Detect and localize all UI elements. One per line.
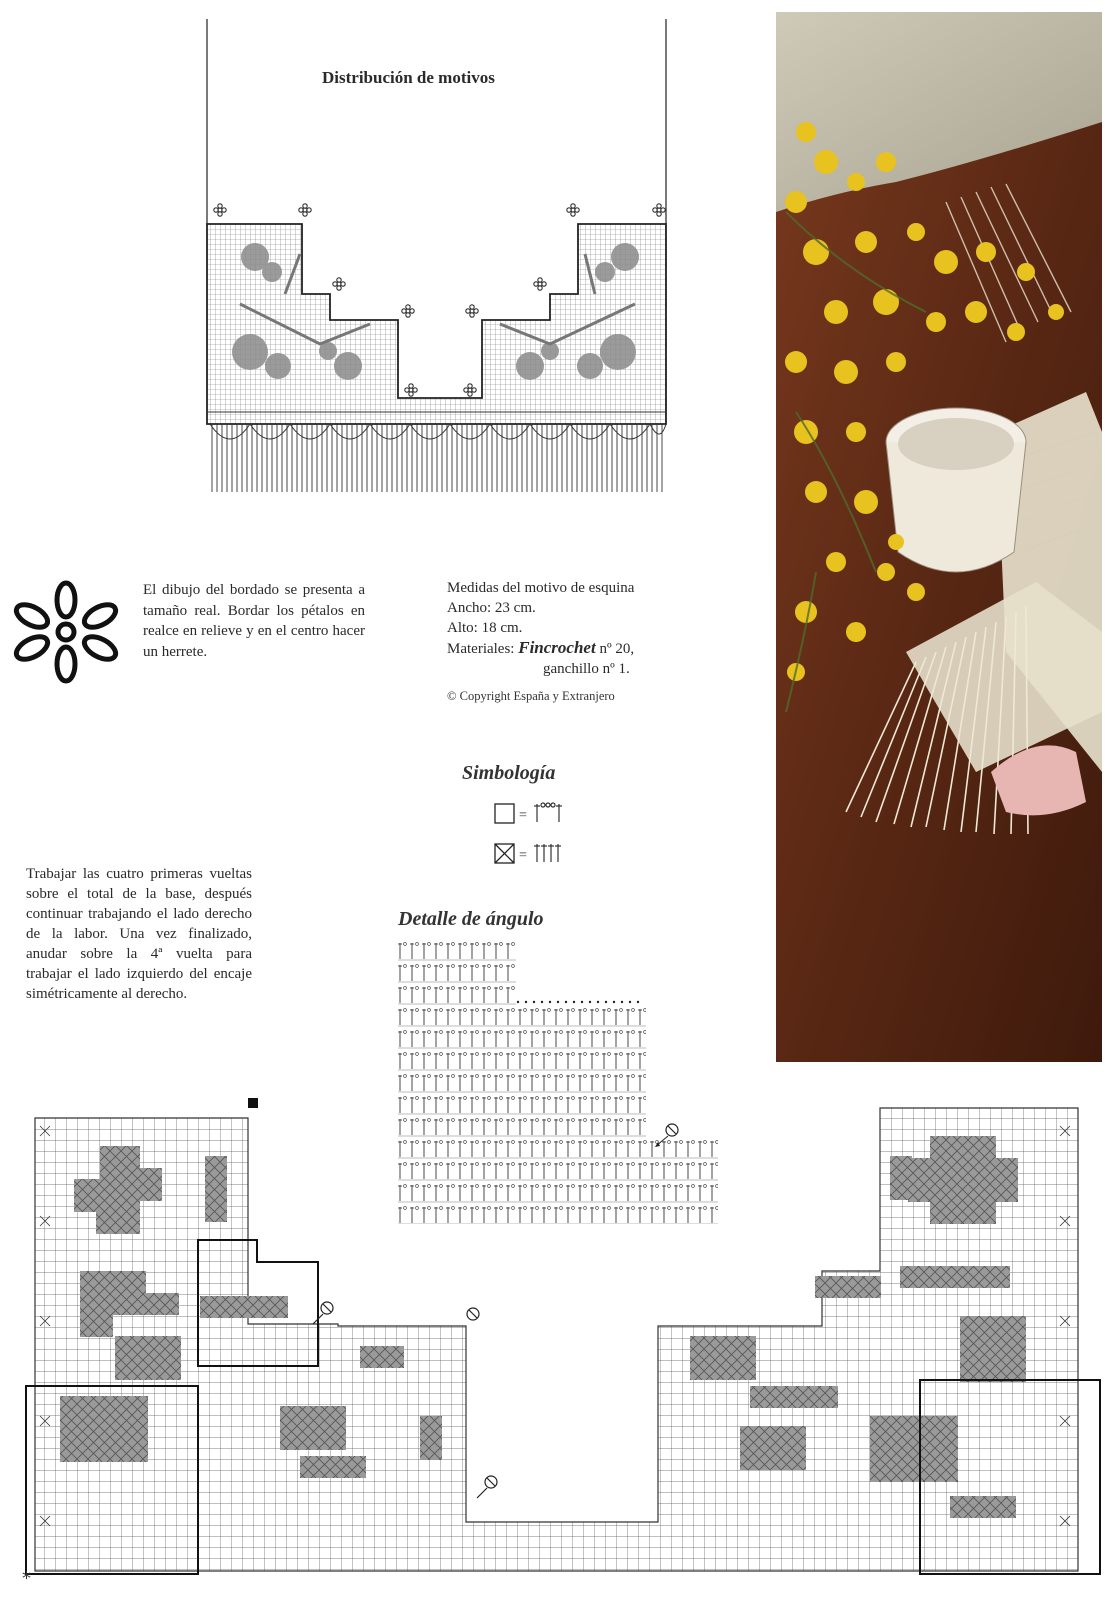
legend-row-empty	[494, 800, 574, 826]
materials-brand: Fincrochet	[518, 638, 596, 657]
materials-thread: nº 20,	[595, 641, 635, 657]
distribution-diagram	[200, 14, 690, 500]
start-marker-icon	[248, 1098, 258, 1108]
distribution-title: Distribución de motivos	[322, 68, 495, 87]
legend-row-crossed	[494, 840, 574, 866]
measures-height: Alto: 18 cm.	[447, 620, 523, 636]
copyright-text: © Copyright España y Extranjero	[447, 689, 615, 703]
materials-label: Materiales:	[447, 641, 519, 657]
crossed-square-icon	[494, 840, 574, 866]
measures-title: Medidas del motivo de esquina	[447, 580, 635, 596]
materials-hook: ganchillo nº 1.	[543, 661, 630, 677]
work-instructions: Trabajar las cuatro primeras vueltas sobre el total de la base, después continuar trabajando el lado derecho de la labor. Una vez finalizado, anudar sobre la 4ª vuelta para trabajar el lado izquierdo del encaje simétricamente al derecho.	[26, 866, 252, 1002]
empty-square-icon	[494, 800, 574, 826]
measures-block	[447, 578, 634, 679]
embroidery-flower-icon	[10, 580, 122, 684]
legend-eq-2: =	[519, 848, 527, 863]
measures-width: Ancho: 23 cm.	[447, 600, 536, 616]
main-crochet-chart	[0, 1096, 1114, 1600]
legend-title: Simbología	[462, 762, 556, 784]
tablecloth-photo	[776, 12, 1102, 1062]
embroidery-note: El dibujo del bordado se presenta a tamaño real. Bordar los pétalos en realce en relieve y en el centro hacer un herrete.	[143, 582, 365, 660]
mimosa-photo-illustration	[776, 12, 1102, 1062]
detail-title: Detalle de ángulo	[398, 908, 544, 930]
end-asterisk-icon: *	[22, 1568, 31, 1589]
materials-line	[447, 638, 634, 659]
legend-eq-1: =	[519, 808, 527, 823]
